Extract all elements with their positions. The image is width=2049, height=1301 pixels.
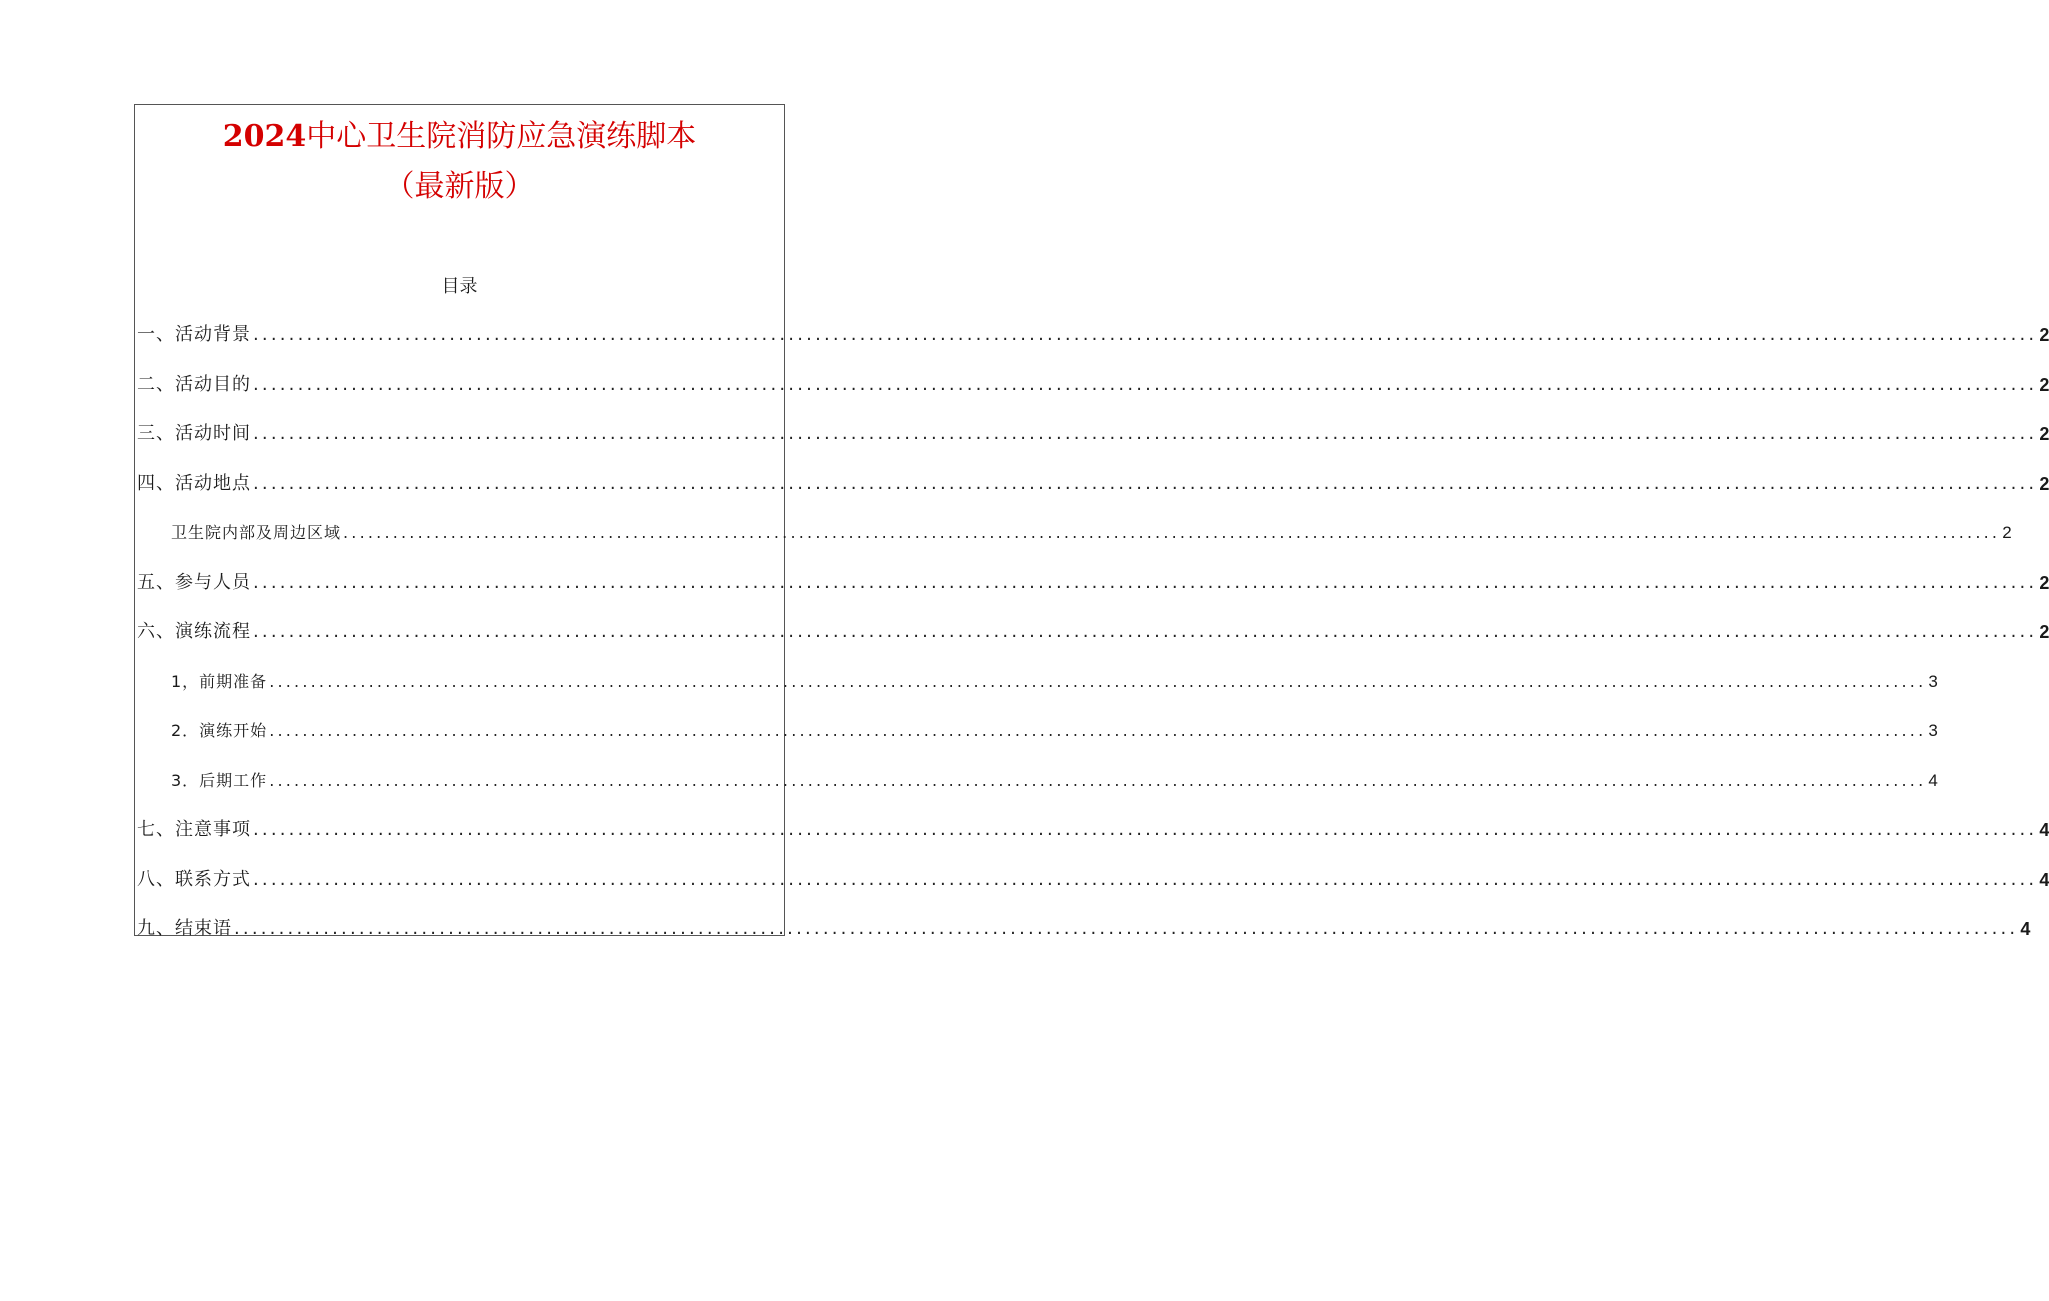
toc-entry-page: 4 xyxy=(2020,919,2031,939)
document-frame xyxy=(134,104,2049,939)
toc-entry-label: 四、活动地点 xyxy=(137,472,251,494)
toc-entry-page: 2 xyxy=(2039,424,2049,444)
toc-leader-dots: ........................................................................................................................................................................................................ xyxy=(253,472,2038,494)
toc-entry-label: 1，前期准备 xyxy=(171,671,268,691)
toc-entry-label: 七、注意事项 xyxy=(137,819,251,840)
document-subtitle: （最新版） xyxy=(384,169,535,204)
toc-entry-page: 2 xyxy=(2039,622,2049,642)
toc-entry[interactable] xyxy=(137,466,2049,496)
toc-entry-page: 3 xyxy=(1928,671,1938,691)
toc-leader-dots: ........................................................................................................................................................................................................ xyxy=(253,571,2038,593)
toc-entry-page: 2 xyxy=(2039,473,2049,494)
toc-leader-dots: ........................................................................................................................................................................................................ xyxy=(269,770,1927,790)
toc-entry-page: 4 xyxy=(2039,869,2049,890)
toc-leader-dots: ........................................................................................................................................................................................................ xyxy=(343,523,2001,542)
toc-entry-label: 一、活动背景 xyxy=(137,324,251,345)
toc-entry[interactable] xyxy=(137,317,2049,347)
toc-entry[interactable] xyxy=(137,911,2031,941)
toc-entry-page: 4 xyxy=(2039,820,2049,840)
toc-entry-label: 2．演练开始 xyxy=(171,721,268,740)
toc-entry-page: 3 xyxy=(1928,721,1938,740)
toc-entry-page: 2 xyxy=(2039,572,2049,593)
toc-leader-dots: ........................................................................................................................................................................................................ xyxy=(253,423,2038,444)
toc-leader-dots: ........................................................................................................................................................................................................ xyxy=(253,324,2038,345)
toc-entry[interactable] xyxy=(171,515,2012,545)
toc-leader-dots: ........................................................................................................................................................................................................ xyxy=(253,868,2038,890)
title-year: 2024 xyxy=(222,119,307,154)
toc-leader-dots: ........................................................................................................................................................................................................ xyxy=(269,671,1927,691)
toc-entry-page: 2 xyxy=(2039,325,2049,345)
toc-entry[interactable] xyxy=(137,565,2049,595)
toc-entry[interactable] xyxy=(137,812,2049,842)
toc-leader-dots: ........................................................................................................................................................................................................ xyxy=(253,373,2038,395)
toc-entry-label: 五、参与人员 xyxy=(137,571,251,593)
toc-entry[interactable] xyxy=(171,763,1938,793)
toc-entry[interactable] xyxy=(137,367,2049,397)
toc-entry-label: 九、结束语 xyxy=(137,918,232,939)
toc-entry[interactable] xyxy=(171,713,1938,743)
toc-entry-page: 2 xyxy=(2039,374,2049,395)
toc-heading: 目录 xyxy=(441,276,478,297)
table-of-contents xyxy=(135,105,2049,939)
toc-entry[interactable] xyxy=(171,664,1938,694)
toc-entry[interactable] xyxy=(137,862,2049,892)
toc-leader-dots: ........................................................................................................................................................................................................ xyxy=(234,918,2019,939)
toc-entry-page: 4 xyxy=(1928,770,1938,790)
title-text: 中心卫生院消防应急演练脚本 xyxy=(306,119,697,154)
toc-leader-dots: ........................................................................................................................................................................................................ xyxy=(253,819,2038,840)
toc-entry-page: 2 xyxy=(2002,523,2012,542)
toc-leader-dots: ........................................................................................................................................................................................................ xyxy=(253,621,2038,642)
toc-entry-label: 3．后期工作 xyxy=(171,770,268,790)
toc-entry-label: 卫生院内部及周边区域 xyxy=(171,523,342,542)
toc-entry-label: 二、活动目的 xyxy=(137,373,251,395)
toc-entry[interactable] xyxy=(137,416,2049,446)
toc-leader-dots: ........................................................................................................................................................................................................ xyxy=(269,721,1927,740)
toc-entry[interactable] xyxy=(137,614,2049,644)
toc-entry-label: 三、活动时间 xyxy=(137,423,251,444)
toc-entry-label: 八、联系方式 xyxy=(137,868,251,890)
toc-entry-label: 六、演练流程 xyxy=(137,621,251,642)
